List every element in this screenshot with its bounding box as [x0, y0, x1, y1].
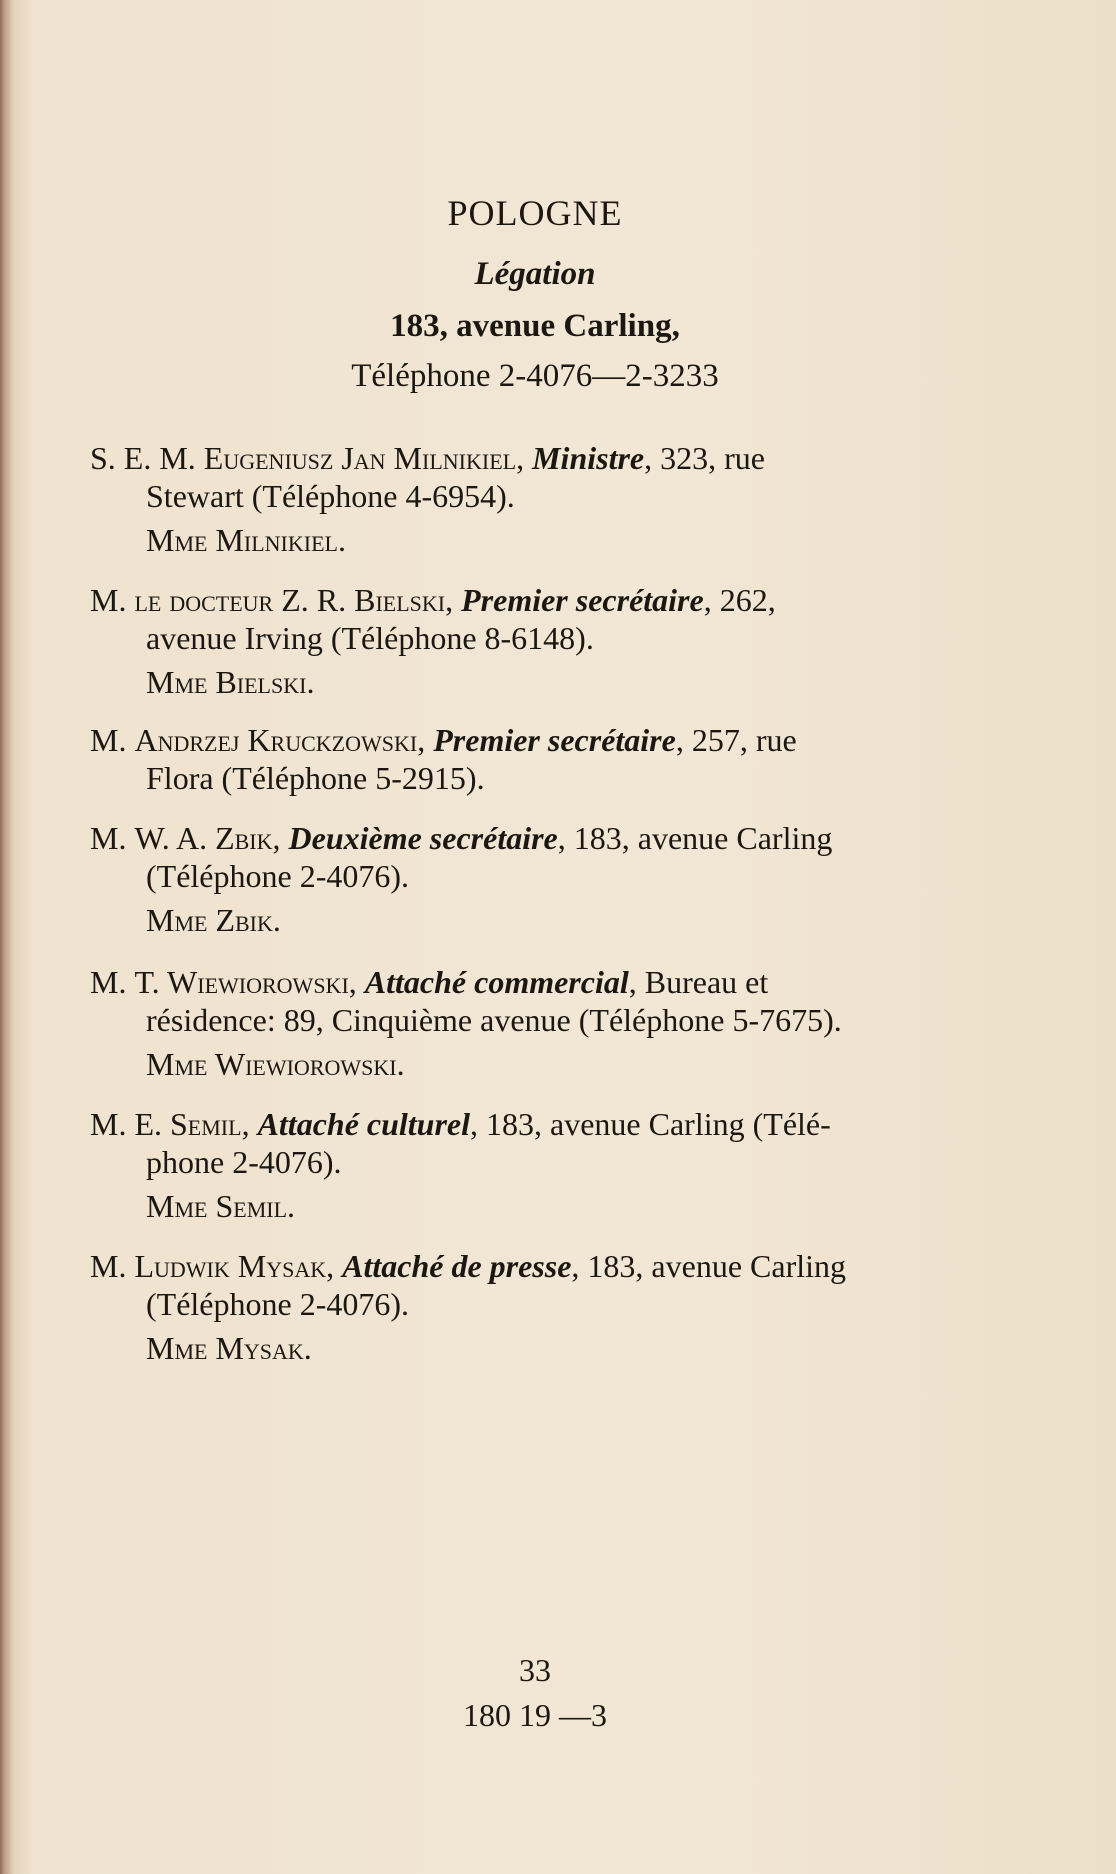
entry-name: Andrzej Kruckzowski: [134, 722, 418, 758]
entry-name: E. Semil: [134, 1106, 242, 1142]
page-number: 33: [519, 1652, 551, 1688]
entry-line-2: résidence: 89, Cinquième avenue (Téléphone 5-7675).: [146, 1002, 842, 1038]
entry-line-1: M. Ludwik Mysak, Attaché de presse, 183, avenue Carling: [90, 1248, 846, 1284]
entry-rest: , 262,: [703, 582, 776, 618]
entry-title: Attaché commercial: [364, 964, 629, 1000]
entry-line-2: phone 2-4076).: [146, 1144, 342, 1180]
entry-line-2: (Téléphone 2-4076).: [146, 1286, 410, 1322]
entry-line-1: M. E. Semil, Attaché culturel, 183, avenue Carling (Télé-: [90, 1106, 831, 1142]
legation-address: 183, avenue Carling,: [390, 308, 680, 344]
entry-spouse: Mme Mysak.: [146, 1330, 312, 1366]
entry-name: T. Wiewiorowski: [134, 964, 349, 1000]
entry-prefix: M.: [90, 582, 135, 618]
entry-prefix: M.: [90, 722, 135, 758]
entry-spouse: Mme Milnikiel.: [146, 522, 346, 558]
entry-rest: , 323, rue: [644, 440, 765, 476]
legation-subtitle: Légation: [474, 256, 596, 292]
entry-rest: , 183, avenue Carling: [571, 1248, 846, 1284]
entry-title: Premier secrétaire: [433, 722, 676, 758]
entry-prefix: M.: [90, 964, 135, 1000]
entry-line-2: avenue Irving (Téléphone 8-6148).: [146, 620, 594, 656]
entry-name: le docteur Z. R. Bielski: [134, 582, 446, 618]
entry-title: Premier secrétaire: [461, 582, 704, 618]
entry-name: W. A. Zbik: [134, 820, 273, 856]
entry-prefix: M.: [90, 1248, 135, 1284]
entry-spouse: Mme Bielski.: [146, 664, 315, 700]
entry-title: Attaché culturel: [257, 1106, 471, 1142]
entry-name: Eugeniusz Jan Milnikiel: [203, 440, 517, 476]
entry-prefix: S. E. M.: [90, 440, 204, 476]
legation-phone: Téléphone 2-4076—2-3233: [351, 358, 719, 394]
entry-line-2: Flora (Téléphone 5-2915).: [146, 760, 485, 796]
entry-line-1: M. W. A. Zbik, Deuxième secrétaire, 183, avenue Carling: [90, 820, 833, 856]
entry-prefix: M.: [90, 1106, 135, 1142]
entry-spouse: Mme Zbik.: [146, 902, 281, 938]
entry-line-1: S. E. M. Eugeniusz Jan Milnikiel, Ministre, 323, rue: [90, 440, 765, 476]
entry-spouse: Mme Wiewiorowski.: [146, 1046, 405, 1082]
entry-line-1: M. le docteur Z. R. Bielski, Premier secrétaire, 262,: [90, 582, 776, 618]
entry-rest: , 183, avenue Carling (Télé-: [470, 1106, 831, 1142]
entry-spouse: Mme Semil.: [146, 1188, 296, 1224]
entry-prefix: M.: [90, 820, 135, 856]
entry-rest: , 183, avenue Carling: [557, 820, 833, 856]
entry-rest: , 257, rue: [675, 722, 797, 758]
country-heading: POLOGNE: [447, 193, 623, 233]
entry-line-1: M. T. Wiewiorowski, Attaché commercial, Bureau et: [90, 964, 769, 1000]
entry-title: Attaché de presse: [342, 1248, 572, 1284]
entry-name: Ludwik Mysak: [134, 1248, 327, 1284]
entry-title: Deuxième secrétaire: [288, 820, 558, 856]
entry-title: Ministre: [532, 440, 645, 476]
entry-line-2: Stewart (Téléphone 4-6954).: [146, 478, 515, 514]
print-code: 180 19 —3: [463, 1697, 607, 1733]
entry-line-2: (Téléphone 2-4076).: [146, 858, 410, 894]
entry-line-1: M. Andrzej Kruckzowski, Premier secrétaire, 257, rue: [90, 722, 797, 758]
entry-rest: , Bureau et: [628, 964, 769, 1000]
